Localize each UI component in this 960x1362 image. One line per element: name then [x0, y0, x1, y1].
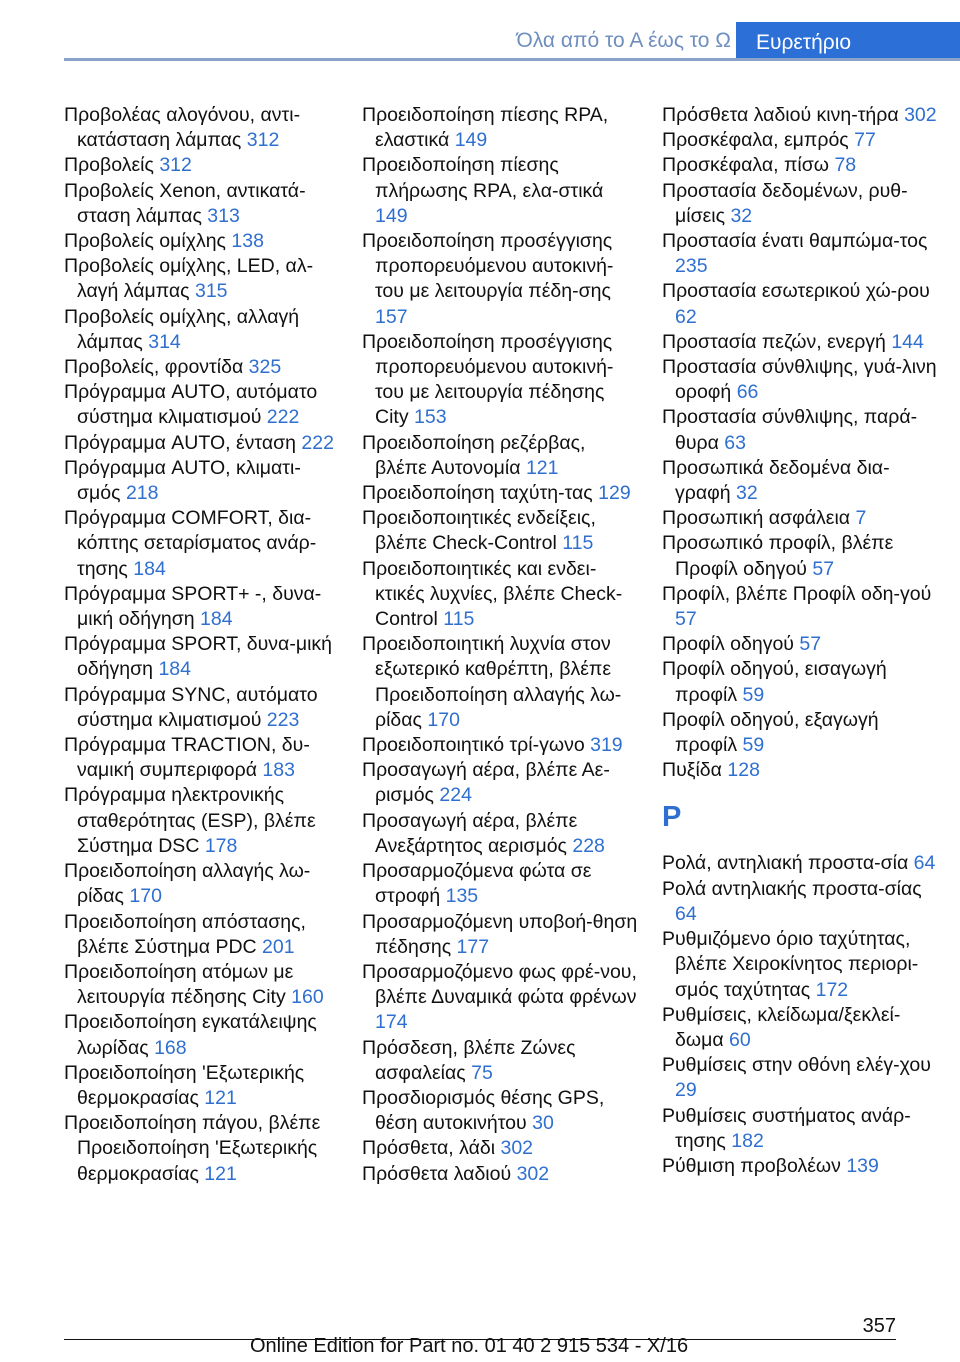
index-page-link[interactable]: 139 [846, 1154, 879, 1177]
page-number: 357 [862, 1315, 896, 1337]
index-page-link[interactable]: 223 [266, 708, 300, 731]
index-entry [662, 1104, 938, 1154]
index-page-link[interactable]: 60 [729, 1028, 751, 1051]
index-page-link[interactable]: 313 [207, 204, 240, 227]
index-entry-text: Προφίλ, βλέπε Προφίλ οδη‐γού [662, 582, 932, 605]
index-entry-text: Προστασία ένατι θαμπώμα‐τος [662, 230, 928, 253]
edition-footer: Online Edition for Part no. 01 40 2 915 534 - X/16 [250, 1335, 689, 1357]
index-page-link[interactable]: 59 [742, 734, 765, 757]
index-entry-text: Προφίλ οδηγού, εξαγωγή προφίλ [662, 708, 879, 757]
index-entry-text: Ρολά, αντηλιακή προστα‐σία [662, 852, 909, 875]
index-page-link[interactable]: 168 [154, 1036, 187, 1059]
index-page-link[interactable]: 319 [590, 734, 623, 757]
index-entry [362, 506, 638, 556]
index-entry [362, 1162, 638, 1187]
index-entry-text: Προβολείς ομίχλης, LED, αλ‐λαγή λάμπας [64, 255, 314, 303]
index-entry-text: Προσωπικό προφίλ, βλέπε Προφίλ οδηγού [662, 532, 894, 580]
index-entry [662, 405, 938, 455]
index-entry-text: Πρόσθετα λαδιού κινη‐τήρα [662, 104, 899, 126]
index-page-link[interactable]: 29 [675, 1079, 697, 1102]
index-entry-text: Προειδοποίηση 'Εξωτερικής θερμοκρασίας [64, 1061, 305, 1109]
index-page-link[interactable]: 325 [248, 356, 282, 379]
header-rule [64, 58, 960, 61]
index-entry-text: Προειδοποίηση προσέγγισης προπορευόμενου αυτοκινή‐του με λειτουργία πέδησης City [362, 330, 614, 429]
index-page-link[interactable]: 172 [815, 978, 849, 1001]
index-entry-text: Προσαρμοζόμενη υποβοή‐θηση πέδησης [362, 910, 638, 958]
index-page-link[interactable]: 312 [159, 154, 192, 177]
index-entry-text: Προειδοποιητικές ενδείξεις, βλέπε Check-Control [362, 507, 596, 555]
index-column-1 [64, 103, 340, 1187]
index-entry [362, 758, 638, 808]
index-entry-text: Προστασία σύνθλιψης, γυά‐λινη οροφή [662, 356, 937, 404]
index-page-link[interactable]: 7 [855, 507, 867, 530]
index-page-link[interactable]: 64 [913, 852, 936, 875]
index-entry [662, 1154, 938, 1179]
index-entry-text: Προειδοποίηση αλλαγής λω‐ρίδας [64, 860, 311, 908]
index-entry [662, 153, 938, 178]
index-entry-text: Πρόσδεση, βλέπε Ζώνες ασφαλείας [362, 1036, 576, 1084]
index-entry [662, 758, 938, 783]
index-page-link[interactable]: 63 [724, 431, 746, 454]
index-entry [662, 1053, 938, 1103]
index-entry [362, 1086, 638, 1136]
index-entry-text: Πρόγραμμα AUTO, αυτόματο σύστημα κλιματισμού [64, 381, 318, 429]
index-entry-text: Προσαρμοζόμενο φως φρέ‐νου, βλέπε Δυναμικά φώτα φρένων [362, 960, 637, 1009]
index-entry [64, 960, 340, 1010]
index-entry [64, 431, 340, 456]
index-page-link[interactable]: 121 [525, 456, 559, 479]
index-entry [64, 254, 340, 304]
index-entry-text: Πρόγραμμα TRACTION, δυ‐ναμική συμπεριφορά [64, 734, 310, 782]
index-entry-text: Προειδοποίηση ατόμων με λειτουργία πέδησης City [64, 960, 294, 1009]
index-entry-text: Προειδοποιητικό τρί‐γωνο [362, 734, 585, 757]
index-entry [362, 1036, 638, 1086]
index-entry-text: Προσωπικά δεδομένα δια‐γραφή [662, 456, 890, 505]
index-entry [362, 557, 638, 633]
index-entry-text: Προβολείς, φροντίδα [64, 356, 244, 379]
index-page-link[interactable]: 121 [204, 1086, 237, 1109]
index-page-link[interactable]: 235 [675, 255, 708, 278]
index-entry-text: Ρύθμιση προβολέων [662, 1154, 841, 1177]
index-tab[interactable]: Ευρετήριο [736, 22, 960, 61]
index-entry-text: Προβολείς ομίχλης, αλλαγή λάμπας [64, 305, 300, 353]
index-entry [64, 179, 340, 229]
index-entry [64, 783, 340, 859]
index-page-link[interactable]: 115 [443, 608, 475, 631]
index-page-link[interactable]: 222 [301, 431, 334, 454]
index-entry-text: Προσκέφαλα, πίσω [662, 154, 830, 177]
index-entry [64, 683, 340, 733]
index-entry [662, 877, 938, 927]
index-entry [662, 851, 938, 876]
index-entry-text: Προειδοποιητική λυχνία στον εξωτερικό καθρέπτη, βλέπε Προειδοποίηση αλλαγής λω‐ρίδας [362, 633, 622, 731]
index-entry-text: Προσδιορισμός θέσης GPS, θέση αυτοκινήτου [362, 1086, 605, 1135]
index-page-link[interactable]: 157 [375, 305, 408, 328]
index-page-link[interactable]: 170 [129, 885, 162, 908]
index-page-link[interactable]: 32 [730, 204, 753, 227]
index-page-link[interactable]: 149 [375, 204, 408, 227]
index-entry-text: Προβολέας αλογόνου, αντι‐κατάσταση λάμπας [64, 104, 301, 152]
index-entry [362, 733, 638, 758]
index-entry-text: Προσωπική ασφάλεια [662, 507, 851, 530]
index-entry-text: Πρόγραμμα AUTO, ένταση [64, 431, 296, 454]
index-entry-text: Προειδοποίηση ταχύτη‐τας [362, 482, 593, 505]
index-page-link[interactable]: 66 [736, 381, 759, 404]
index-page-link[interactable]: 135 [445, 885, 479, 908]
index-entry-text: Προειδοποίηση ρεζέρβας, βλέπε Αυτονομία [362, 431, 586, 479]
index-entry-text: Προφίλ οδηγού, εισαγωγή προφίλ [662, 658, 887, 706]
index-page-link[interactable]: 184 [133, 557, 166, 580]
index-page-link[interactable]: 302 [516, 1162, 550, 1185]
index-entry [662, 456, 938, 506]
index-entry [64, 305, 340, 355]
section-title: Όλα από το Α έως το Ω [516, 29, 731, 52]
index-page-link[interactable]: 224 [439, 784, 472, 807]
index-entry [662, 279, 938, 329]
index-page-link[interactable]: 177 [456, 935, 490, 958]
index-page-link[interactable]: 128 [727, 759, 760, 782]
index-page-link[interactable]: 121 [204, 1162, 237, 1185]
index-entry [362, 481, 638, 506]
index-page-link[interactable]: 312 [246, 129, 280, 152]
index-entry [64, 910, 340, 960]
index-page-link[interactable]: 78 [834, 154, 857, 177]
index-entry [362, 330, 638, 431]
index-entry [64, 456, 340, 506]
index-entry-text: Προβολείς ομίχλης [64, 230, 226, 253]
index-entry [662, 582, 938, 632]
index-entry-text: Πρόγραμμα AUTO, κλιματι‐σμός [64, 456, 301, 505]
index-entry-text: Προστασία σύνθλιψης, παρά‐θυρα [662, 406, 918, 454]
index-entry-text: Πρόγραμμα SYNC, αυτόματο σύστημα κλιματισμού [64, 683, 318, 731]
index-entry-text: Πυξίδα [662, 759, 722, 782]
index-entry-text: Προειδοποίηση εγκατάλειψης λωρίδας [64, 1011, 317, 1059]
index-page-link[interactable]: 129 [598, 482, 631, 505]
index-entry [362, 859, 638, 909]
index-entry [662, 128, 938, 153]
index-entry [64, 1010, 340, 1060]
index-page-link[interactable]: 59 [742, 683, 765, 706]
index-entry-text: Προσαγωγή αέρα, βλέπε Ανεξάρτητος αερισμός [362, 809, 578, 857]
index-page-link[interactable]: 57 [675, 608, 697, 631]
index-page-link[interactable]: 144 [891, 330, 924, 353]
index-page-link[interactable]: 302 [500, 1137, 534, 1160]
index-entry-text: Προστασία πεζών, ενεργή [662, 330, 886, 353]
index-entry [662, 1003, 938, 1053]
index-entry [64, 1061, 340, 1111]
index-entry [64, 153, 340, 178]
index-entry [362, 153, 638, 229]
index-entry [662, 179, 938, 229]
index-entry [662, 103, 938, 128]
index-page-link[interactable]: 160 [291, 986, 324, 1009]
index-entry-text: Πρόγραμμα SPORT, δυνα‐μική οδήγηση [64, 633, 332, 681]
index-entry-text: Προειδοποίηση απόστασης, βλέπε Σύστημα PDC [64, 910, 306, 958]
index-entry [362, 960, 638, 1036]
index-entry [662, 657, 938, 707]
index-entry-text: Προειδοποιητικές και ενδει‐κτικές λυχνίες, βλέπε Check-Control [362, 557, 623, 631]
index-entry [362, 103, 638, 153]
index-entry [64, 859, 340, 909]
index-entry [362, 910, 638, 960]
index-entry-text: Προειδοποίηση πίεσης πλήρωσης RPA, ελα‐στικά [362, 154, 604, 202]
index-entry [662, 632, 938, 657]
index-page-link[interactable]: 64 [675, 902, 697, 925]
index-entry-text: Πρόγραμμα SPORT+ -, δυνα‐μική οδήγηση [64, 582, 322, 631]
index-entry-text: Προβολείς [64, 154, 154, 177]
index-entry [362, 229, 638, 330]
index-page-link[interactable]: 183 [262, 759, 295, 782]
index-entry [362, 431, 638, 481]
index-page-link[interactable]: 115 [562, 532, 594, 555]
index-entry [662, 330, 938, 355]
index-entry-text: Προειδοποίηση πάγου, βλέπε Προειδοποίηση 'Εξωτερικής θερμοκρασίας [64, 1112, 321, 1185]
index-entry-text: Προσαρμοζόμενα φώτα σε στροφή [362, 860, 592, 908]
index-page-link[interactable]: 153 [414, 406, 447, 429]
index-page-link[interactable]: 315 [194, 280, 228, 303]
index-entry-text: Πρόγραμμα COMFORT, δια‐κόπτης σεταρίσματος ανάρ‐τησης [64, 507, 317, 580]
index-column-3 [662, 103, 938, 1179]
index-entry-text: Προστασία δεδομένων, ρυθ‐μίσεις [662, 179, 908, 227]
index-column-2 [362, 103, 638, 1187]
index-entry-text: Προστασία εσωτερικού χώ‐ρου [662, 280, 930, 303]
index-entry-text: Προειδοποίηση πίεσης RPA, ελαστικά [362, 104, 609, 152]
index-entry [64, 229, 340, 254]
index-page-link[interactable]: 170 [427, 708, 460, 731]
index-entry-text: Προειδοποίηση προσέγγισης προπορευόμενου αυτοκινή‐του με λειτουργία πέδη‐σης [362, 230, 614, 303]
index-entry [64, 380, 340, 430]
index-entry [64, 632, 340, 682]
index-entry-text: Πρόσθετα, λάδι [362, 1137, 496, 1160]
index-entry [64, 103, 340, 153]
index-page-link[interactable]: 182 [731, 1129, 764, 1152]
index-entry [64, 582, 340, 632]
section-letter: Ρ [662, 801, 682, 834]
index-page-link[interactable]: 174 [375, 1011, 408, 1034]
index-entry [64, 733, 340, 783]
index-entry-text: Ρολά αντηλιακής προστα‐σίας [662, 877, 922, 900]
index-page-link[interactable]: 57 [812, 557, 835, 580]
index-page-link[interactable]: 75 [471, 1061, 493, 1084]
index-entry [64, 355, 340, 380]
index-page-link[interactable]: 302 [904, 104, 937, 126]
index-entry-text: Προβολείς Xenon, αντικατά‐σταση λάμπας [64, 179, 306, 227]
index-page-link[interactable]: 149 [454, 129, 488, 152]
index-entry-text: Προσαγωγή αέρα, βλέπε Αε‐ρισμός [362, 759, 610, 807]
index-entry-text: Προφίλ οδηγού [662, 633, 794, 656]
index-page-link[interactable]: 62 [675, 305, 697, 328]
index-page-link[interactable]: 201 [262, 935, 295, 958]
index-entry-text: Πρόσθετα λαδιού [362, 1162, 512, 1185]
index-page-link[interactable]: 184 [200, 608, 233, 631]
index-page-link[interactable]: 218 [125, 482, 159, 505]
index-entry [64, 1111, 340, 1187]
index-entry [662, 708, 938, 758]
index-entry [64, 506, 340, 582]
index-entry-text: Ρυθμίσεις συστήματος ανάρ‐τησης [662, 1104, 911, 1152]
index-page-link[interactable]: 138 [231, 230, 264, 253]
index-page-link[interactable]: 30 [532, 1112, 554, 1135]
index-entry [362, 1136, 638, 1161]
index-page-link[interactable]: 57 [799, 633, 822, 656]
index-page-link[interactable]: 314 [148, 330, 181, 353]
index-page-link[interactable]: 77 [854, 129, 876, 152]
index-entry-text: Ρυθμίσεις, κλείδωμα/ξεκλεί‐δωμα [662, 1003, 901, 1051]
index-entry-text: Ρυθμίσεις στην οθόνη ελέγ‐χου [662, 1054, 931, 1077]
index-entry [362, 632, 638, 733]
index-entry [662, 355, 938, 405]
index-entry-text: Προσκέφαλα, εμπρός [662, 129, 849, 152]
index-page-link[interactable]: 222 [266, 406, 300, 429]
index-entry-text: Ρυθμιζόμενο όριο ταχύτητας, βλέπε Χειροκίνητος περιορι‐σμός ταχύτητας [662, 928, 919, 1001]
index-page-link[interactable]: 178 [204, 834, 238, 857]
index-entry [662, 229, 938, 279]
index-entry [662, 927, 938, 1003]
index-entry-text: Πρόγραμμα ηλεκτρονικής σταθερότητας (ESP), βλέπε Σύστημα DSC [64, 784, 316, 857]
index-entry [662, 531, 938, 581]
index-page-link[interactable]: 228 [572, 834, 605, 857]
index-entry [662, 506, 938, 531]
index-page-link[interactable]: 184 [158, 658, 191, 681]
index-page-link[interactable]: 32 [736, 482, 758, 505]
index-entry [362, 809, 638, 859]
